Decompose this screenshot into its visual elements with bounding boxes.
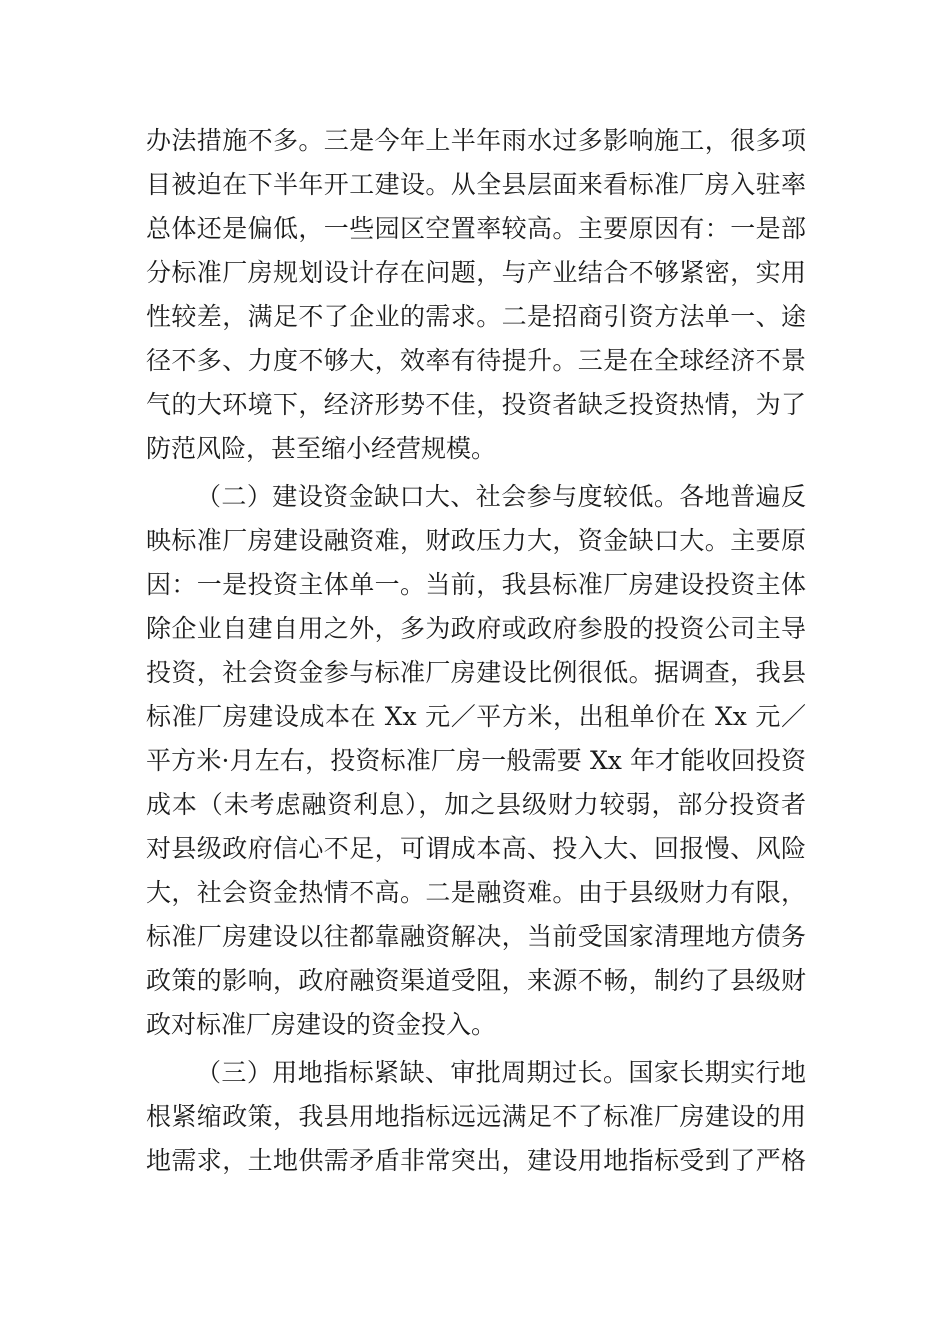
text-line-10: 映标准厂房建设融资难，财政压力大，资金缺口大。主要原 xyxy=(146,526,806,555)
text-line-6: 径不多、力度不够大，效率有待提升。三是在全球经济不景 xyxy=(146,346,806,375)
text-line-17: 对县级政府信心不足，可谓成本高、投入大、回报慢、风险 xyxy=(146,834,806,863)
text-line-19: 标准厂房建设以往都靠融资解决，当前受国家清理地方债务 xyxy=(146,922,806,951)
text-line-3: 总体还是偏低，一些园区空置率较高。主要原因有：一是部 xyxy=(146,214,806,243)
text-line-1: 办法措施不多。三是今年上半年雨水过多影响施工，很多项 xyxy=(146,126,806,155)
section-heading-3: （三）用地指标紧缺、审批周期过长。国家长期实行地 xyxy=(196,1058,806,1087)
text-line-11: 因：一是投资主体单一。当前，我县标准厂房建设投资主体 xyxy=(146,570,806,599)
text-line-21: 政对标准厂房建设的资金投入。 xyxy=(146,1010,497,1039)
text-line-12: 除企业自建自用之外，多为政府或政府参股的投资公司主导 xyxy=(146,614,806,643)
text-line-7: 气的大环境下，经济形势不佳，投资者缺乏投资热情，为了 xyxy=(146,390,806,419)
text-line-8: 防范风险，甚至缩小经营规模。 xyxy=(146,434,497,463)
text-line-14: 标准厂房建设成本在 Xx 元／平方米，出租单价在 Xx 元／ xyxy=(146,702,806,731)
text-line-5: 性较差，满足不了企业的需求。二是招商引资方法单一、途 xyxy=(146,302,806,331)
text-line-18: 大，社会资金热情不高。二是融资难。由于县级财力有限， xyxy=(146,878,806,907)
section-heading-2: （二）建设资金缺口大、社会参与度较低。各地普遍反 xyxy=(196,482,806,511)
text-line-15: 平方米·月左右，投资标准厂房一般需要 Xx 年才能收回投资 xyxy=(146,746,806,775)
text-line-16: 成本（未考虑融资利息），加之县级财力较弱，部分投资者 xyxy=(146,790,806,819)
text-line-23: 根紧缩政策，我县用地指标远远满足不了标准厂房建设的用 xyxy=(146,1102,806,1131)
text-line-13: 投资，社会资金参与标准厂房建设比例很低。据调查，我县 xyxy=(146,658,806,687)
text-line-24: 地需求，土地供需矛盾非常突出，建设用地指标受到了严格 xyxy=(146,1146,806,1175)
text-line-20: 政策的影响，政府融资渠道受阻，来源不畅，制约了县级财 xyxy=(146,966,806,995)
text-line-4: 分标准厂房规划设计存在问题，与产业结合不够紧密，实用 xyxy=(146,258,806,287)
text-line-2: 目被迫在下半年开工建设。从全县层面来看标准厂房入驻率 xyxy=(146,170,806,199)
